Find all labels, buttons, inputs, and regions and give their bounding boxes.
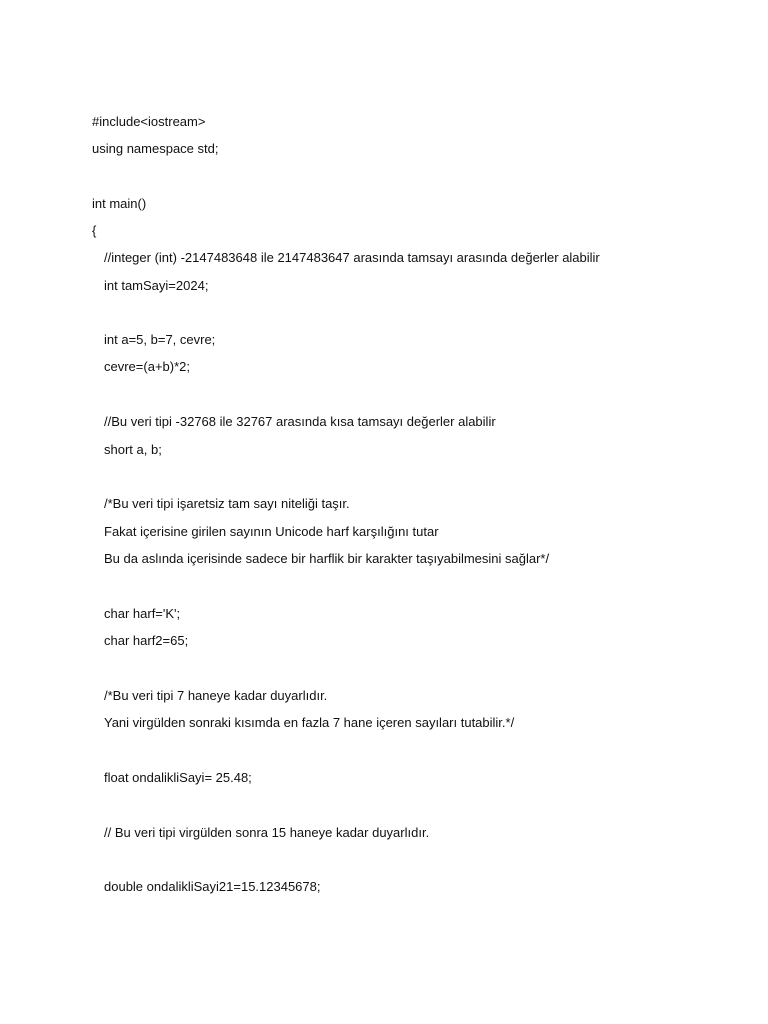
- code-line-include: #include<iostream>: [92, 114, 206, 129]
- code-comment-char-2: Fakat içerisine girilen sayının Unicode harf karşılığını tutar: [104, 524, 439, 539]
- code-comment-char-3: Bu da aslında içerisinde sadece bir harflik bir karakter taşıyabilmesini sağlar*/: [104, 551, 550, 566]
- code-line-main-signature: int main(): [92, 196, 147, 211]
- code-line-char-harf: char harf='K';: [104, 606, 181, 621]
- code-comment-short-range: //Bu veri tipi -32768 ile 32767 arasında kısa tamsayı değerler alabilir: [104, 414, 496, 429]
- code-line-cevre: cevre=(a+b)*2;: [104, 359, 190, 374]
- code-comment-float-1: /*Bu veri tipi 7 haneye kadar duyarlıdır.: [104, 688, 328, 703]
- code-line-int-a-b: int a=5, b=7, cevre;: [104, 332, 216, 347]
- code-comment-double: // Bu veri tipi virgülden sonra 15 haneye kadar duyarlıdır.: [104, 825, 430, 840]
- code-comment-int-range: //integer (int) -2147483648 ile 2147483647 arasında tamsayı arasında değerler alabilir: [104, 250, 600, 265]
- code-line-tamsayi: int tamSayi=2024;: [104, 278, 209, 293]
- code-line-float: float ondalikliSayi= 25.48;: [104, 770, 252, 785]
- code-comment-char-1: /*Bu veri tipi işaretsiz tam sayı niteliği taşır.: [104, 496, 350, 511]
- code-line-double: double ondalikliSayi21=15.12345678;: [104, 879, 321, 894]
- code-line-short: short a, b;: [104, 442, 162, 457]
- code-line-using-namespace: using namespace std;: [92, 141, 219, 156]
- code-comment-float-2: Yani virgülden sonraki kısımda en fazla 7 hane içeren sayıları tutabilir.*/: [104, 715, 515, 730]
- code-line-char-harf2: char harf2=65;: [104, 633, 189, 648]
- code-line-open-brace: {: [92, 223, 97, 238]
